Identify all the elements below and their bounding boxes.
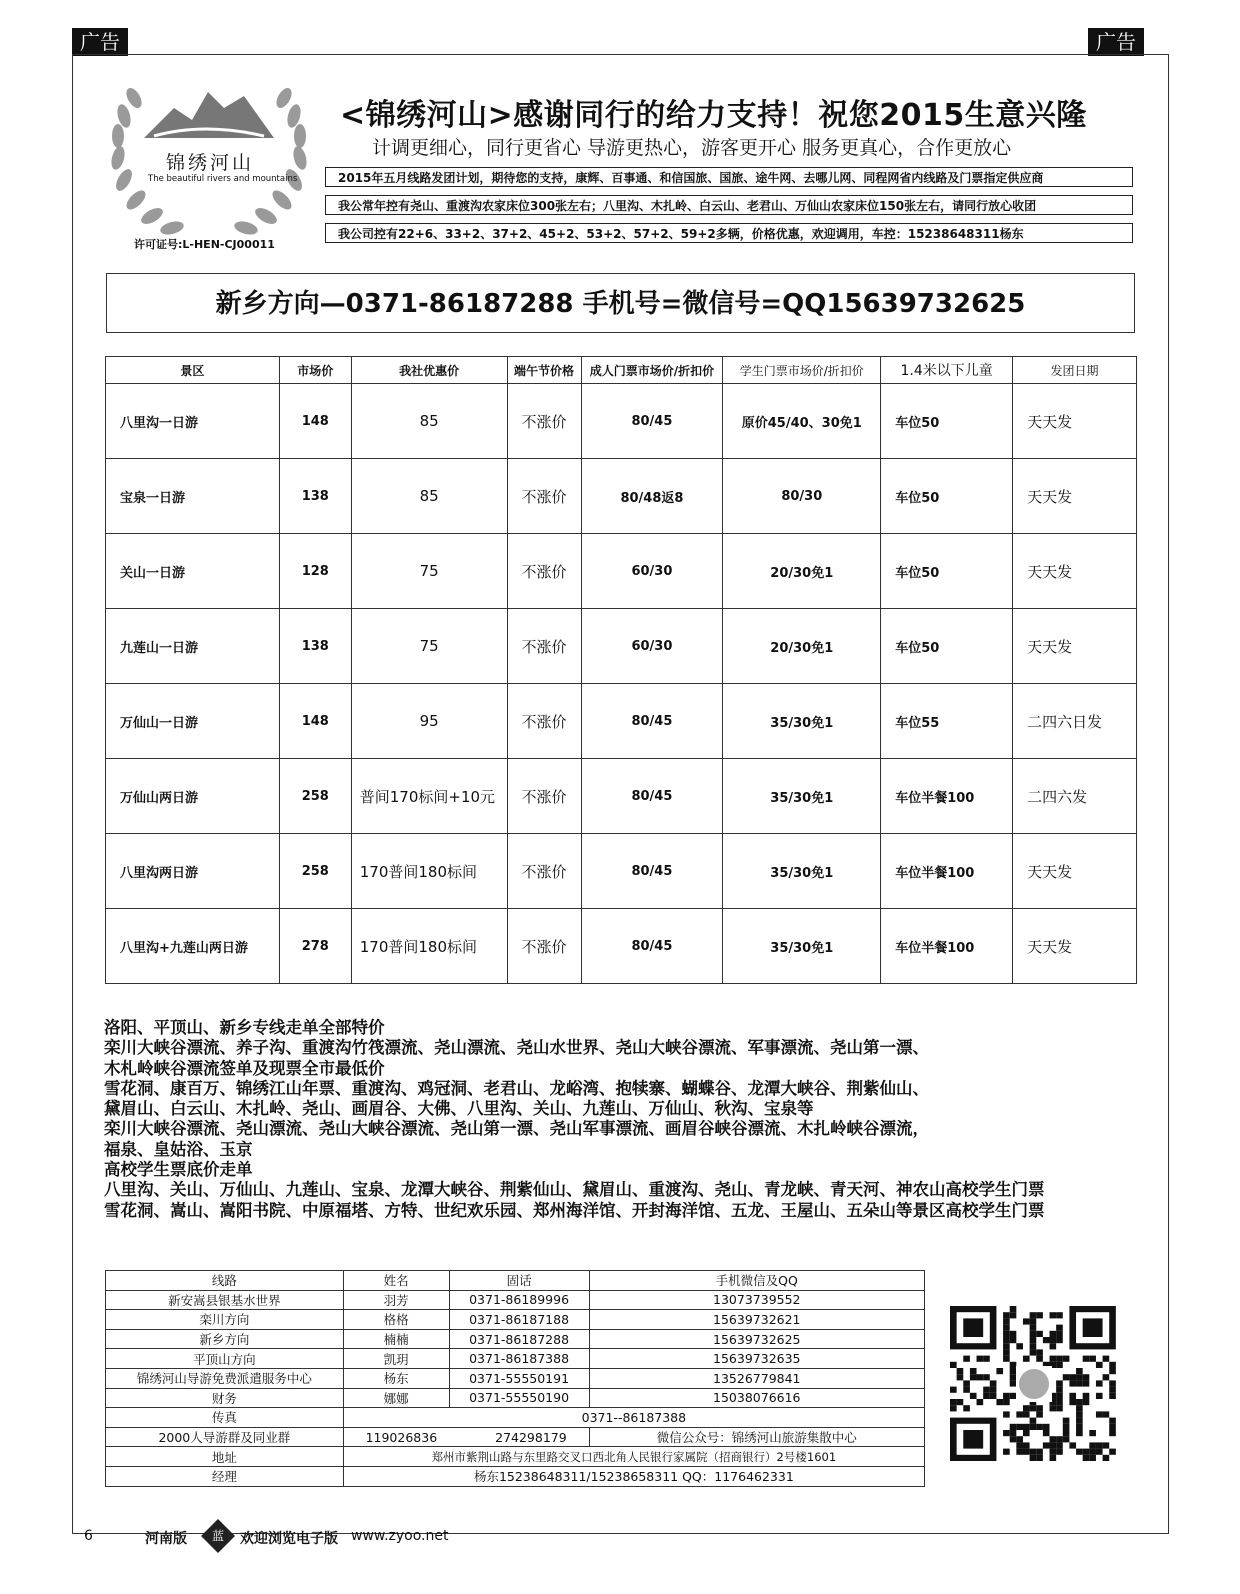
table-cell: 95 — [351, 684, 507, 759]
table-cell: 新安嵩县银基水世界 — [106, 1290, 344, 1310]
table-cell: 天天发 — [1013, 534, 1137, 609]
license-number: 许可证号:L-HEN-CJ00011 — [134, 238, 275, 251]
table-cell: 258 — [279, 759, 351, 834]
table-cell: 138 — [279, 459, 351, 534]
col-header: 发团日期 — [1013, 357, 1137, 384]
table-cell: 0371-86187188 — [449, 1310, 589, 1330]
table-cell: 20/30免1 — [723, 534, 881, 609]
ad-tag-right: 广告 — [1088, 28, 1144, 56]
manager-contact: 杨东15238648311/15238658311 QQ：1176462331 — [343, 1466, 924, 1486]
table-cell: 八里沟两日游 — [106, 834, 280, 909]
table-cell: 278 — [279, 909, 351, 984]
table-cell: 35/30免1 — [723, 834, 881, 909]
table-cell: 宝泉一日游 — [106, 459, 280, 534]
table-cell: 车位50 — [881, 384, 1013, 459]
table-cell: 二四六发 — [1013, 759, 1137, 834]
table-cell: 170普间180标间 — [351, 909, 507, 984]
group-number-1: 119026836 — [365, 1429, 438, 1445]
table-cell: 15038076616 — [589, 1388, 924, 1408]
table-cell: 车位50 — [881, 609, 1013, 684]
mountain-icon — [144, 92, 274, 138]
note-line: 福泉、皇姑浴、玉京 — [104, 1139, 253, 1159]
col-header: 固话 — [449, 1271, 589, 1291]
edition-badge: 蓝 — [201, 1519, 235, 1553]
table-cell: 15639732621 — [589, 1310, 924, 1330]
table-cell: 天天发 — [1013, 609, 1137, 684]
note-line: 八里沟、关山、万仙山、九莲山、宝泉、龙潭大峡谷、荆紫仙山、黛眉山、重渡沟、尧山、青龙峡、青天河、神农山高校学生门票 — [104, 1180, 1045, 1200]
group-number-2: 274298179 — [495, 1429, 567, 1445]
plan-notice: 2015年五月线路发团计划，期待您的支持，康辉、百事通、和信国旅、国旅、途牛网、去哪儿网、同程网省内线路及门票指定供应商 — [325, 167, 1133, 187]
footer-text: 欢迎浏览电子版 — [240, 1531, 338, 1547]
group-numbers — [343, 1427, 589, 1447]
table-cell: 不涨价 — [507, 834, 581, 909]
table-cell: 75 — [351, 609, 507, 684]
col-header: 端午节价格 — [507, 357, 581, 384]
table-cell: 八里沟一日游 — [106, 384, 280, 459]
table-cell: 天天发 — [1013, 459, 1137, 534]
group-label: 2000人导游群及同业群 — [106, 1427, 344, 1447]
table-header-row — [106, 357, 1137, 384]
table-cell: 170普间180标间 — [351, 834, 507, 909]
table-cell: 平顶山方向 — [106, 1349, 344, 1369]
table-cell: 财务 — [106, 1388, 344, 1408]
note-line: 木札岭峡谷漂流签单及现票全市最低价 — [104, 1058, 385, 1078]
note-line: 栾川大峡谷漂流、养子沟、重渡沟竹筏漂流、尧山漂流、尧山水世界、尧山大峡谷漂流、军事漂流、尧山第一漂、 — [104, 1038, 929, 1058]
table-cell: 格格 — [343, 1310, 449, 1330]
promo-notes — [104, 1018, 1134, 1221]
col-header: 1.4米以下儿童 — [881, 357, 1013, 384]
table-cell: 楠楠 — [343, 1329, 449, 1349]
col-header: 景区 — [106, 357, 280, 384]
beds-notice: 我公常年控有尧山、重渡沟农家床位300张左右；八里沟、木扎岭、白云山、老君山、万仙山农家床位150张左右，请同行放心收团 — [325, 195, 1133, 215]
headline: <锦绣河山>感谢同行的给力支持！祝您2015生意兴隆 — [340, 98, 1087, 133]
table-cell: 天天发 — [1013, 909, 1137, 984]
col-header: 市场价 — [279, 357, 351, 384]
table-cell: 80/45 — [581, 684, 723, 759]
col-header: 成人门票市场价/折扣价 — [581, 357, 723, 384]
table-cell: 80/30 — [723, 459, 881, 534]
table-row — [106, 534, 1137, 609]
table-cell: 车位半餐100 — [881, 759, 1013, 834]
table-row — [106, 1329, 925, 1349]
table-cell: 85 — [351, 384, 507, 459]
table-cell: 138 — [279, 609, 351, 684]
table-cell: 万仙山两日游 — [106, 759, 280, 834]
table-cell: 羽芳 — [343, 1290, 449, 1310]
note-line: 栾川大峡谷漂流、尧山漂流、尧山大峡谷漂流、尧山第一漂、尧山军事漂流、画眉谷峡谷漂流、木扎岭峡谷漂流， — [104, 1119, 929, 1139]
vehicles-notice: 我公司控有22+6、33+2、37+2、45+2、53+2、57+2、59+2多辆，价格优惠，欢迎调用，车控：15238648311杨东 — [325, 223, 1133, 243]
table-row — [106, 834, 1137, 909]
logo-name-en: The beautiful rivers and mountains — [148, 174, 298, 184]
col-header: 线路 — [106, 1271, 344, 1291]
col-header: 我社优惠价 — [351, 357, 507, 384]
table-cell: 万仙山一日游 — [106, 684, 280, 759]
table-cell: 关山一日游 — [106, 534, 280, 609]
table-cell: 80/45 — [581, 759, 723, 834]
address: 郑州市紫荆山路与东里路交叉口西北角人民银行家属院（招商银行）2号楼1601 — [343, 1447, 924, 1467]
table-row — [106, 609, 1137, 684]
table-cell: 85 — [351, 459, 507, 534]
table-cell: 新乡方向 — [106, 1329, 344, 1349]
fax-number: 0371--86187388 — [343, 1408, 924, 1428]
address-label: 地址 — [106, 1447, 344, 1467]
table-cell: 80/45 — [581, 909, 723, 984]
table-row — [106, 1388, 925, 1408]
table-cell: 车位50 — [881, 534, 1013, 609]
table-cell: 35/30免1 — [723, 684, 881, 759]
table-cell: 八里沟+九莲山两日游 — [106, 909, 280, 984]
table-cell: 20/30免1 — [723, 609, 881, 684]
table-cell: 锦绣河山导游免费派遣服务中心 — [106, 1368, 344, 1388]
table-cell: 不涨价 — [507, 384, 581, 459]
table-cell: 258 — [279, 834, 351, 909]
table-cell: 不涨价 — [507, 909, 581, 984]
table-cell: 栾川方向 — [106, 1310, 344, 1330]
table-cell: 车位55 — [881, 684, 1013, 759]
table-row — [106, 384, 1137, 459]
table-cell: 普间170标间+10元 — [351, 759, 507, 834]
table-cell: 75 — [351, 534, 507, 609]
table-cell: 不涨价 — [507, 759, 581, 834]
table-cell: 二四六日发 — [1013, 684, 1137, 759]
table-cell: 148 — [279, 684, 351, 759]
page-number: 6 — [84, 1528, 93, 1544]
table-cell: 娜娜 — [343, 1388, 449, 1408]
table-cell: 128 — [279, 534, 351, 609]
table-cell: 60/30 — [581, 534, 723, 609]
table-cell: 35/30免1 — [723, 759, 881, 834]
table-cell: 不涨价 — [507, 684, 581, 759]
contact-banner: 新乡方向—0371-86187288 手机号=微信号=QQ15639732625 — [106, 273, 1135, 333]
col-header: 姓名 — [343, 1271, 449, 1291]
table-row — [106, 459, 1137, 534]
table-cell: 天天发 — [1013, 834, 1137, 909]
table-row — [106, 1290, 925, 1310]
table-row — [106, 1310, 925, 1330]
table-cell: 0371-55550191 — [449, 1368, 589, 1388]
table-cell: 不涨价 — [507, 609, 581, 684]
table-cell: 原价45/40、30免1 — [723, 384, 881, 459]
slogan: 计调更细心，同行更省心 导游更热心，游客更开心 服务更真心，合作更放心 — [372, 137, 1012, 159]
table-cell: 车位50 — [881, 459, 1013, 534]
table-cell: 0371-86187288 — [449, 1329, 589, 1349]
table-cell: 天天发 — [1013, 384, 1137, 459]
table-cell: 80/45 — [581, 384, 723, 459]
table-cell: 不涨价 — [507, 459, 581, 534]
table-header-row — [106, 1271, 925, 1291]
table-row — [106, 1466, 925, 1486]
col-header: 学生门票市场价/折扣价 — [723, 357, 881, 384]
table-cell: 35/30免1 — [723, 909, 881, 984]
contacts-table — [105, 1270, 925, 1487]
table-row — [106, 909, 1137, 984]
table-row — [106, 1447, 925, 1467]
table-cell: 0371-55550190 — [449, 1388, 589, 1408]
table-cell: 0371-86187388 — [449, 1349, 589, 1369]
manager-label: 经理 — [106, 1466, 344, 1486]
wechat-account: 微信公众号：锦绣河山旅游集散中心 — [589, 1427, 924, 1447]
table-cell: 15639732625 — [589, 1329, 924, 1349]
edition-label: 河南版 — [145, 1531, 187, 1547]
note-line: 洛阳、平顶山、新乡专线走单全部特价 — [104, 1018, 385, 1037]
table-row — [106, 1368, 925, 1388]
table-cell: 杨东 — [343, 1368, 449, 1388]
table-row — [106, 1349, 925, 1369]
table-cell: 80/45 — [581, 834, 723, 909]
table-cell: 不涨价 — [507, 534, 581, 609]
table-cell: 13526779841 — [589, 1368, 924, 1388]
table-cell: 60/30 — [581, 609, 723, 684]
note-line: 雪花洞、康百万、锦绣江山年票、重渡沟、鸡冠洞、老君山、龙峪湾、抱犊寨、蝴蝶谷、龙潭大峡谷、荆紫仙山、 — [104, 1078, 929, 1098]
table-cell: 13073739552 — [589, 1290, 924, 1310]
price-table — [105, 356, 1137, 984]
table-cell: 凯玥 — [343, 1349, 449, 1369]
website-link[interactable]: www.zyoo.net — [351, 1528, 449, 1544]
note-line: 黛眉山、白云山、木扎岭、尧山、画眉谷、大佛、八里沟、关山、九莲山、万仙山、秋沟、宝泉等 — [104, 1099, 814, 1119]
table-cell: 148 — [279, 384, 351, 459]
note-line: 高校学生票底价走单 — [104, 1160, 253, 1180]
note-line: 雪花洞、嵩山、嵩阳书院、中原福塔、方特、世纪欢乐园、郑州海洋馆、开封海洋馆、五龙、王屋山、五朵山等景区高校学生门票 — [104, 1200, 1045, 1220]
table-cell: 车位半餐100 — [881, 909, 1013, 984]
table-cell: 15639732635 — [589, 1349, 924, 1369]
company-logo — [104, 78, 314, 248]
table-row — [106, 684, 1137, 759]
ad-tag-left: 广告 — [72, 28, 128, 56]
qr-code-icon — [946, 1304, 1122, 1464]
table-cell: 车位半餐100 — [881, 834, 1013, 909]
table-row — [106, 1427, 925, 1447]
table-cell: 80/48返8 — [581, 459, 723, 534]
col-header: 手机微信及QQ — [589, 1271, 924, 1291]
logo-name-cn: 锦绣河山 — [166, 152, 255, 174]
fax-label: 传真 — [106, 1408, 344, 1428]
table-cell: 0371-86189996 — [449, 1290, 589, 1310]
table-row — [106, 1408, 925, 1428]
table-cell: 九莲山一日游 — [106, 609, 280, 684]
table-row — [106, 759, 1137, 834]
